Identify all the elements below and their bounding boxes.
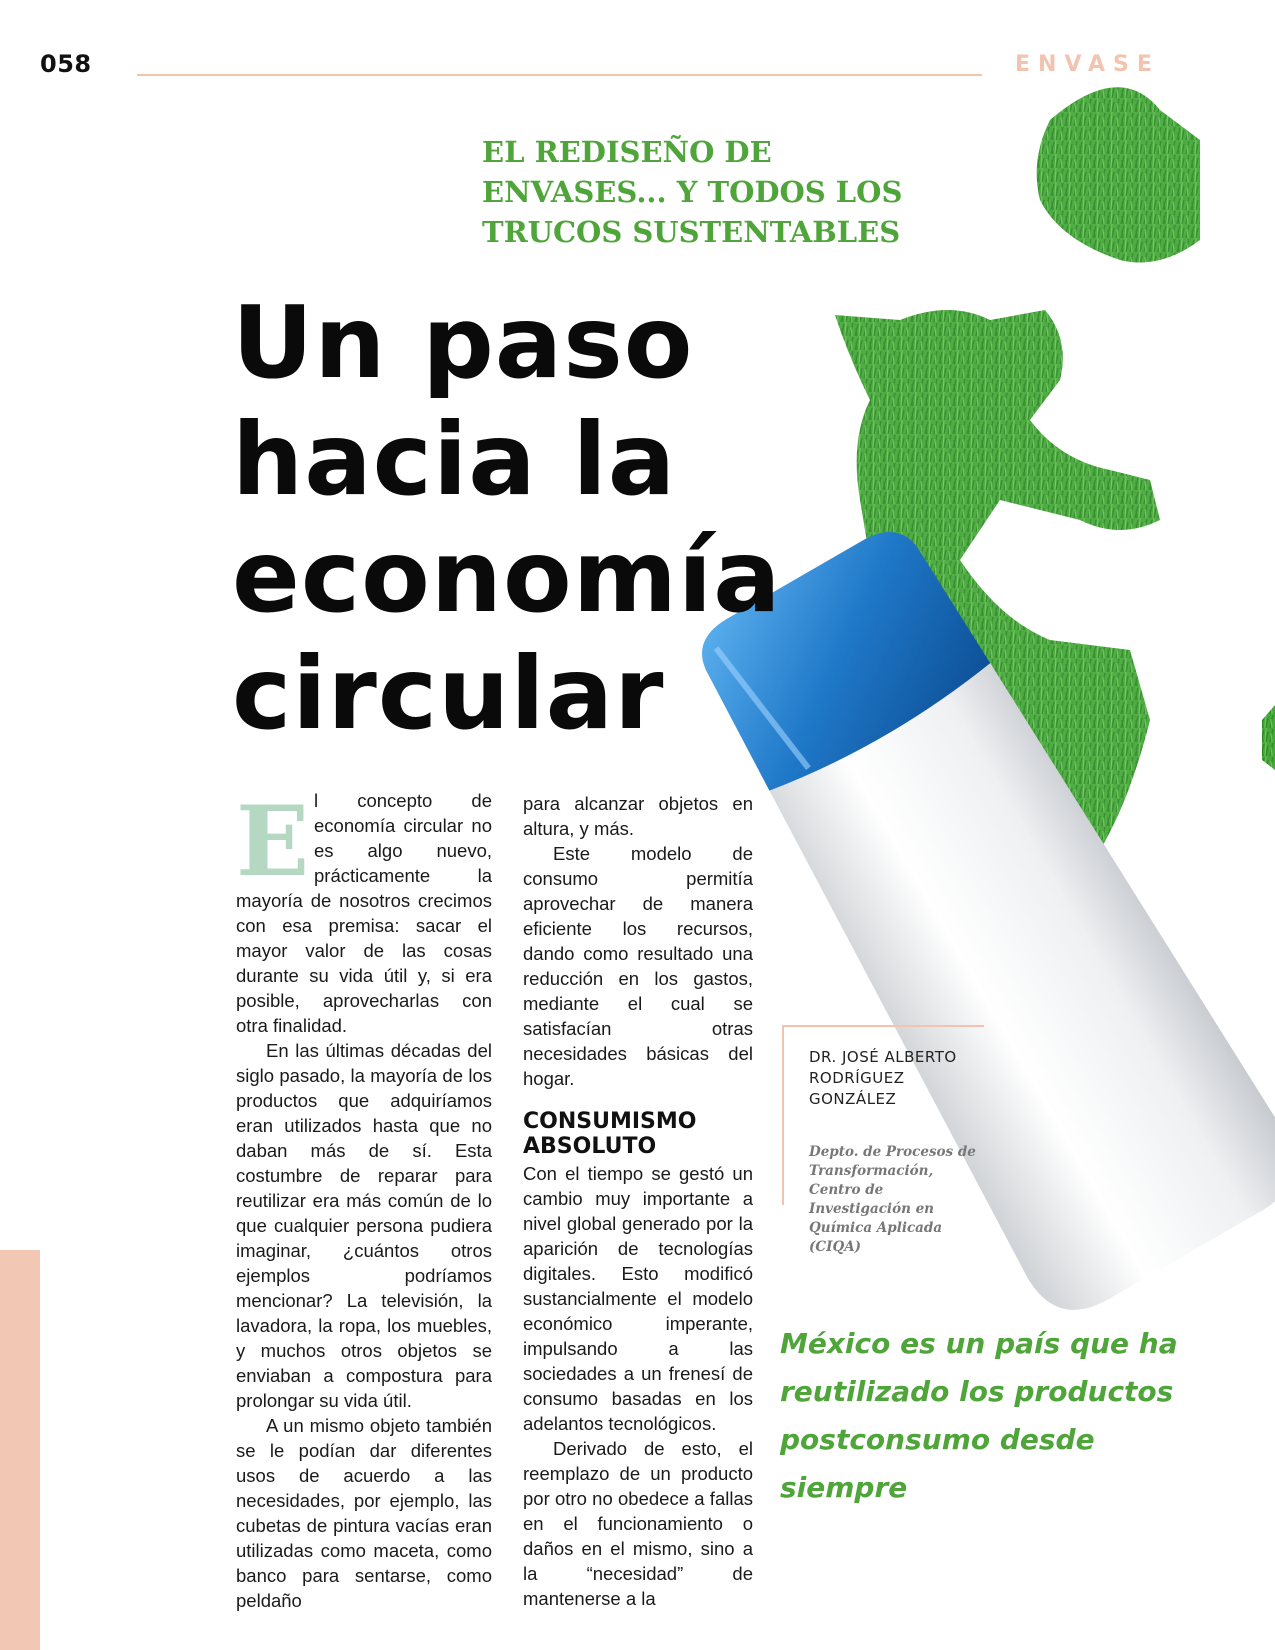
body-column-1 [236,785,492,1613]
body-column-2 [523,791,753,1611]
article-headline [232,284,832,752]
headline-line: hacia la [232,401,677,518]
headline-line: Un paso [232,284,694,401]
headline-line: circular [232,635,665,752]
body-paragraph [236,785,492,1038]
decorative-side-bar [0,1250,40,1650]
grass-tuft-icon [1262,705,1275,770]
body-paragraph-text: l concepto de economía circular no es algo nuevo, prácticamente la mayoría de nosotros crecimos con esa premisa: sacar el mayor valor de las cosas durante su vida útil y, si era posible, aprovecharlas con otra finalidad. [236,790,492,1036]
author-department: Depto. de Procesos de Transformación, Centro de Investigación en Química Aplicada (CIQA) [809,1144,976,1255]
body-paragraph: Con el tiempo se gestó un cambio muy importante a nivel global generado por la aparición de tecnologías digitales. Esto modificó sustancialmente el modelo económico imperante, impulsando a las sociedades a un frenesí de consumo basadas en los adelantos tecnológicos. [523,1163,753,1434]
headline-line: economía [232,518,782,635]
body-paragraph: En las últimas décadas del siglo pasado, la mayoría de los productos que adquiríamos eran utilizados hasta que no daban más de sí. Esta costumbre de reparar para reutilizar era más común de lo que cualquier persona pudiera imaginar, ¿cuántos otros ejemplos podríamos mencionar? La televisión, la lavadora, la ropa, los muebles, y muchos otros objetos se enviaban a compostura para prolongar su vida útil. [236,1040,492,1411]
grass-arrow-top-icon [1037,87,1200,262]
body-paragraph: Derivado de esto, el reemplazo de un producto por otro no obedece a fallas en el funcionamiento o daños en el mismo, sino a la “necesidad” de mantenerse a la [523,1438,753,1609]
section-label: ENVASE [1015,52,1160,77]
author-name: DR. JOSÉ ALBERTO RODRÍGUEZ GONZÁLEZ [809,1048,957,1108]
body-paragraph: Este modelo de consumo permitía aprovechar de manera eficiente los recursos, dando como resultado una reducción en los gastos, mediante el cual se satisfacían otras necesidades básicas del hogar. [523,843,753,1089]
author-box [782,1025,984,1255]
pull-quote: México es un país que ha reutilizado los productos postconsumo desde siempre [780,1327,1178,1504]
section-subhead: CONSUMISMO ABSOLUTO [523,1109,697,1159]
article-kicker: EL REDISEÑO DE ENVASES... Y TODOS LOS TRUCOS SUSTENTABLES [482,135,903,249]
drop-cap: E [236,785,310,898]
body-paragraph: A un mismo objeto también se le podían dar diferentes usos de acuerdo a las necesidades, por ejemplo, las cubetas de pintura vacías eran utilizadas como maceta, como banco para sentarse, como peldaño [236,1415,492,1611]
page-number: 058 [40,50,92,78]
body-paragraph: para alcanzar objetos en altura, y más. [523,793,753,839]
